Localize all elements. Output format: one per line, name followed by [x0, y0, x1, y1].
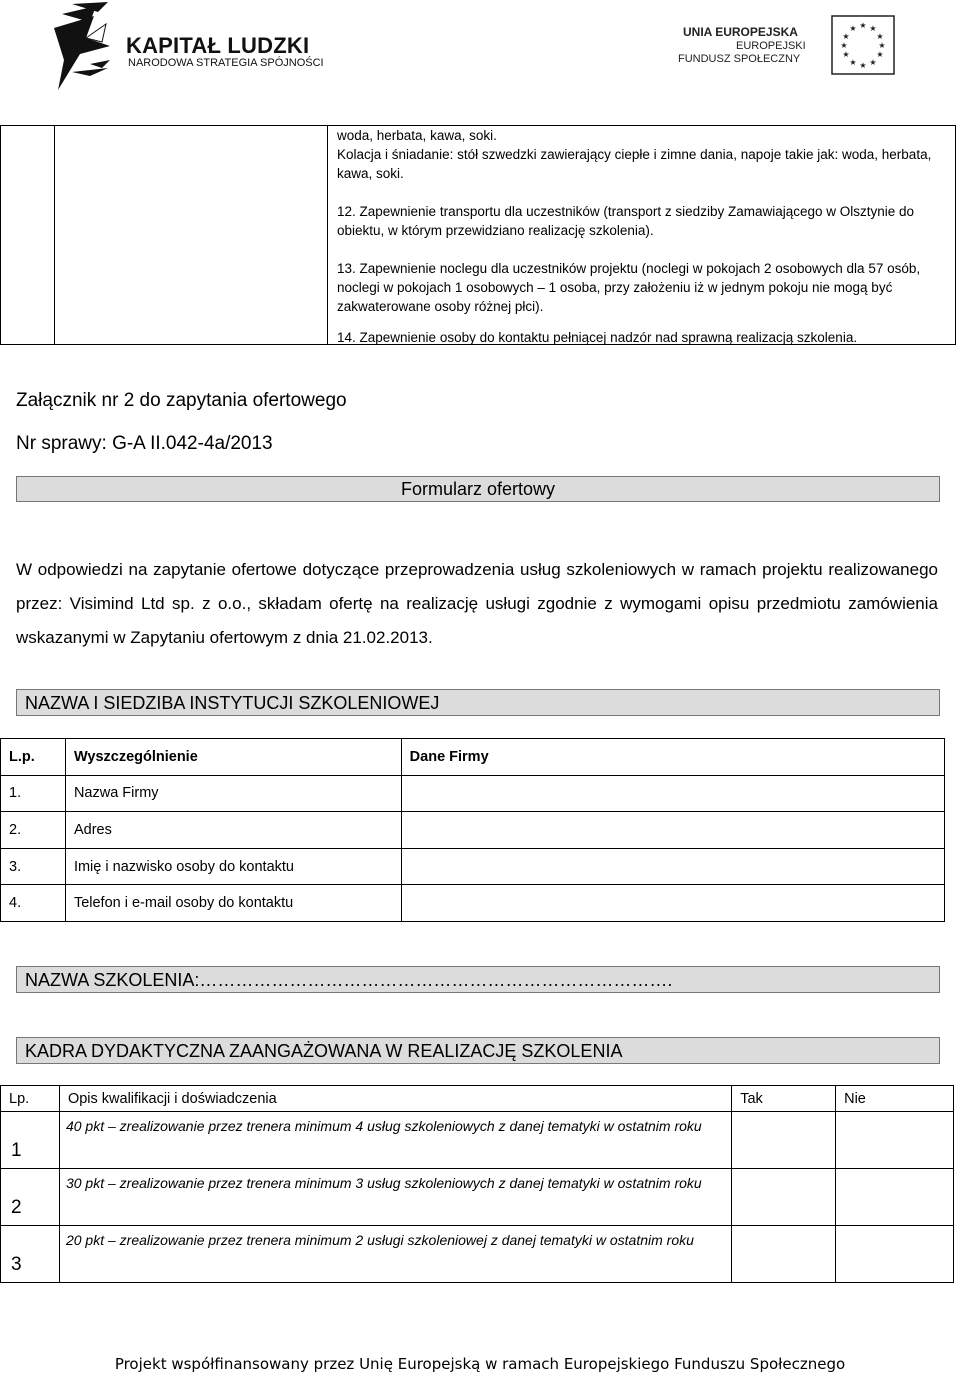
- staff-section-title: KADRA DYDAKTYCZNA ZAANGAŻOWANA W REALIZACJĘ SZKOLENIA: [16, 1037, 940, 1064]
- table-row: [1, 812, 945, 849]
- continuation-paragraph: 12. Zapewnienie transportu dla uczestników (transport z siedziby Zamawiającego w Olsztynie do obiektu, w którym przewidziano realizację szkolenia).: [337, 204, 915, 238]
- case-number: Nr sprawy: G-A II.042-4a/2013: [16, 433, 273, 454]
- no-cell[interactable]: [836, 1226, 954, 1283]
- intro-paragraph: W odpowiedzi na zapytanie ofertowe dotyczące przeprowadzenia usług szkoleniowych w ramach projektu realizowanego przez: Visimind Ltd sp. z o.o., składam ofertę na realizację usługi zgodnie z wymogami opisu przedmiotu zamówienia wskazanymi w Zapytaniu ofertowym z dnia 21.02.2013.: [16, 560, 938, 647]
- svg-text:★: ★: [842, 32, 850, 41]
- svg-text:★: ★: [869, 58, 877, 67]
- institution-section-title: NAZWA I SIEDZIBA INSTYTUCJI SZKOLENIOWEJ: [16, 689, 940, 716]
- svg-text:★: ★: [859, 21, 867, 30]
- header-company-data: Dane Firmy: [401, 739, 944, 776]
- row-lp: 2: [1, 1169, 60, 1226]
- eu-logo-line3: FUNDUSZ SPOŁECZNY: [678, 53, 801, 65]
- svg-text:★: ★: [859, 61, 867, 70]
- yes-cell[interactable]: [732, 1169, 836, 1226]
- table-row: [1, 848, 945, 885]
- eu-logo-line1: UNIA EUROPEJSKA: [683, 25, 798, 39]
- svg-text:★: ★: [878, 41, 886, 50]
- kapital-ludzki-title: KAPITAŁ LUDZKI: [126, 33, 310, 58]
- row-description: 40 pkt – zrealizowanie przez trenera minimum 4 usług szkoleniowych z danej tematyki w ostatnim roku: [59, 1112, 731, 1169]
- svg-text:★: ★: [876, 50, 884, 59]
- svg-text:★: ★: [840, 41, 848, 50]
- no-cell[interactable]: [836, 1112, 954, 1169]
- table-row: [1, 1169, 954, 1226]
- svg-text:★: ★: [842, 50, 850, 59]
- row-lp: 4.: [1, 885, 66, 922]
- eu-logo-line2: EUROPEJSKI: [736, 40, 806, 52]
- yes-cell[interactable]: [732, 1226, 836, 1283]
- header-lp: L.p.: [1, 739, 66, 776]
- table-header-row: [1, 1086, 954, 1112]
- svg-text:★: ★: [869, 24, 877, 33]
- row-item: Telefon i e-mail osoby do kontaktu: [65, 885, 401, 922]
- institution-table: [0, 738, 945, 922]
- row-lp: 1.: [1, 775, 66, 812]
- table-row: [1, 885, 945, 922]
- table-row: [1, 1112, 954, 1169]
- table-row: [1, 1226, 954, 1283]
- kapital-ludzki-star-icon: [50, 2, 130, 92]
- continuation-paragraph: 13. Zapewnienie noclegu dla uczestników projektu (noclegi w pokojach 2 osobowych dla 57 osób, noclegi w pokojach 1 osobowych – 1 osoba, przy założeniu iż w jednym pokoju nie mogą być zakwaterowane osoby różnej płci).: [337, 261, 921, 314]
- svg-text:★: ★: [849, 24, 857, 33]
- header-item: Wyszczególnienie: [65, 739, 401, 776]
- company-name-field[interactable]: [401, 775, 944, 812]
- training-name-field[interactable]: NAZWA SZKOLENIA:…………………………………………………………………….: [16, 966, 940, 993]
- row-item: Nazwa Firmy: [65, 775, 401, 812]
- svg-text:★: ★: [876, 32, 884, 41]
- header-no: Nie: [836, 1086, 954, 1112]
- attachment-title: Załącznik nr 2 do zapytania ofertowego: [16, 390, 347, 411]
- no-cell[interactable]: [836, 1169, 954, 1226]
- continuation-paragraph: woda, herbata, kawa, soki.: [337, 128, 497, 143]
- row-lp: 3: [1, 1226, 60, 1283]
- staff-table: [0, 1085, 954, 1283]
- row-item: Adres: [65, 812, 401, 849]
- row-description: 30 pkt – zrealizowanie przez trenera minimum 3 usług szkoleniowych z danej tematyki w ostatnim roku: [59, 1169, 731, 1226]
- table-row: [1, 775, 945, 812]
- form-title: Formularz ofertowy: [16, 476, 940, 502]
- svg-text:★: ★: [849, 58, 857, 67]
- contact-phone-email-field[interactable]: [401, 885, 944, 922]
- footer-text: Projekt współfinansowany przez Unię Europejską w ramach Europejskiego Funduszu Społecznego: [114, 1355, 846, 1373]
- continuation-text: [337, 126, 937, 347]
- row-lp: 1: [1, 1112, 60, 1169]
- row-lp: 3.: [1, 848, 66, 885]
- kapital-ludzki-subtitle: NARODOWA STRATEGIA SPÓJNOŚCI: [128, 57, 324, 69]
- header-yes: Tak: [732, 1086, 836, 1112]
- header-description: Opis kwalifikacji i doświadczenia: [59, 1086, 731, 1112]
- table-header-row: [1, 739, 945, 776]
- contact-person-field[interactable]: [401, 848, 944, 885]
- header-lp: Lp.: [1, 1086, 60, 1112]
- address-field[interactable]: [401, 812, 944, 849]
- row-lp: 2.: [1, 812, 66, 849]
- continuation-paragraph: 14. Zapewnienie osoby do kontaktu pełniącej nadzór nad sprawną realizacją szkolenia.: [337, 330, 858, 345]
- yes-cell[interactable]: [732, 1112, 836, 1169]
- continuation-paragraph: Kolacja i śniadanie: stół szwedzki zawierający ciepłe i zimne dania, napoje takie jak: woda, herbata, kawa, soki.: [337, 147, 932, 181]
- row-item: Imię i nazwisko osoby do kontaktu: [65, 848, 401, 885]
- row-description: 20 pkt – zrealizowanie przez trenera minimum 2 usługi szkoleniowej z danej tematyki w ostatnim roku: [59, 1226, 731, 1283]
